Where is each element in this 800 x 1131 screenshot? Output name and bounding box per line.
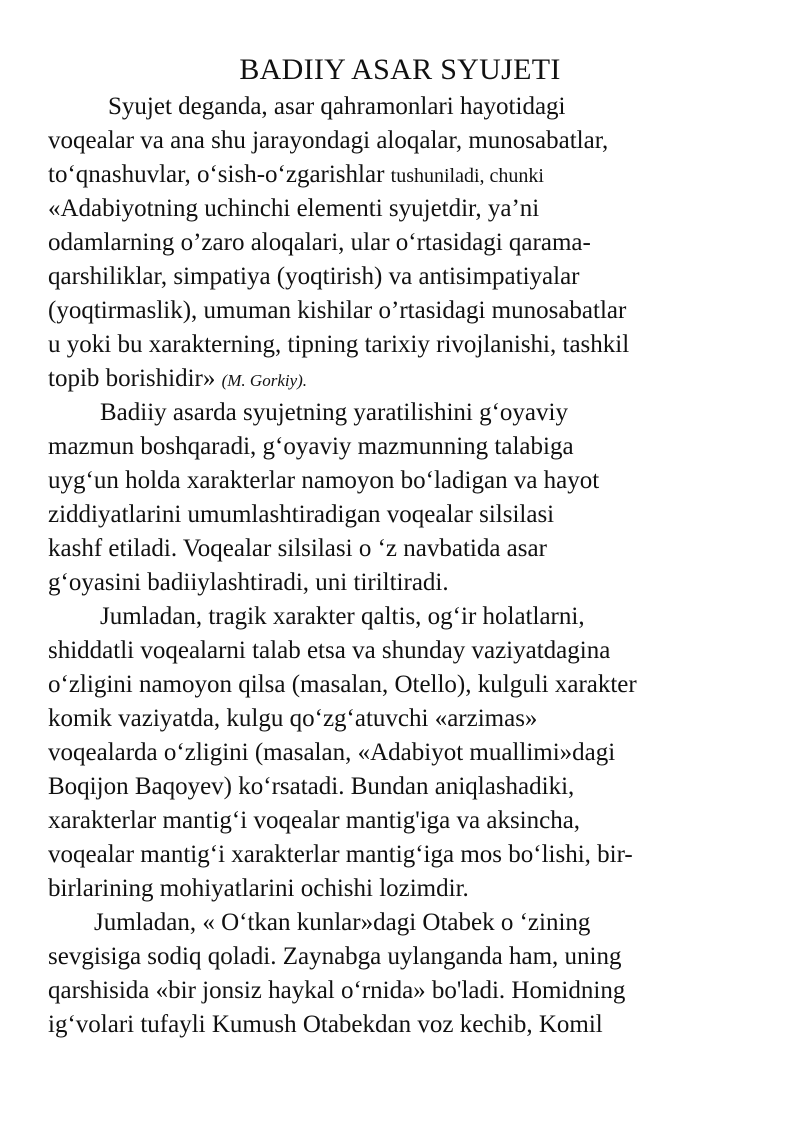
text-line-3-main: to‘qnashuvlar, o‘sish-o‘zgarishlar (48, 161, 385, 188)
text-line-3 (48, 158, 544, 193)
text-line-19: komik vaziyatda, kulgu qo‘zg‘atuvchi «arzimas» (48, 705, 538, 732)
text-line-25: Jumladan, « O‘tkan kunlar»dagi Otabek o ‘zining (94, 909, 591, 936)
text-line-26: sevgisiga sodiq qoladi. Zaynabga uylanganda ham, uning (48, 943, 622, 970)
text-line-17: shiddatli voqealarni talab etsa va shunday vaziyatdagina (48, 637, 611, 664)
text-line-14: kashf etiladi. Voqealar silsilasi o ‘z navbatida asar (48, 535, 547, 562)
text-line-27: qarshisida «bir jonsiz haykal o‘rnida» bo'ladi. Homidning (48, 977, 626, 1004)
text-line-12: uyg‘un holda xarakterlar namoyon bo‘ladigan va hayot (48, 467, 600, 494)
text-line-13: ziddiyatlarini umumlashtiradigan voqealar silsilasi (48, 501, 555, 528)
text-line-11: mazmun boshqaradi, g‘oyaviy mazmunning talabiga (48, 433, 574, 460)
text-line-5: odamlarning o’zaro aloqalari, ular o‘rtasidagi qarama- (48, 229, 591, 256)
text-line-1: Syujet deganda, asar qahramonlari hayotidagi (108, 93, 566, 120)
text-line-18: o‘zligini namoyon qilsa (masalan, Otello), kulguli xarakter (48, 671, 637, 698)
text-line-16: Jumladan, tragik xarakter qaltis, og‘ir holatlarni, (100, 603, 585, 630)
text-line-8: u yoki bu xarakterning, tipning tarixiy rivojlanishi, tashkil (48, 331, 630, 358)
text-line-15: g‘oyasini badiiylashtiradi, uni tiriltiradi. (48, 569, 449, 596)
citation: (M. Gorkiy). (221, 371, 308, 390)
text-line-6: qarshiliklar, simpatiya (yoqtirish) va antisimpatiyalar (48, 263, 580, 290)
text-line-23: voqealar mantig‘i xarakterlar mantig‘iga mos bo‘lishi, bir- (48, 841, 633, 868)
text-line-21: Boqijon Baqoyev) ko‘rsatadi. Bundan aniqlashadiki, (48, 773, 575, 800)
quote-end: topib borishidir» (48, 365, 216, 392)
text-line-7: (yoqtirmaslik), umuman kishilar o’rtasidagi munosabatlar (48, 297, 627, 324)
text-line-22: xarakterlar mantig‘i voqealar mantig'iga va aksincha, (48, 807, 581, 834)
text-line-3-small: tushuniladi, chunki (390, 165, 544, 187)
text-line-2: voqealar va ana shu jarayondagi aloqalar, munosabatlar, (48, 127, 609, 154)
text-line-24: birlarining mohiyatlarini ochishi lozimdir. (48, 875, 469, 902)
text-line-20: voqealarda o‘zligini (masalan, «Adabiyot muallimi»dagi (48, 739, 616, 766)
text-line-9 (48, 362, 307, 398)
text-line-4: «Adabiyotning uchinchi elementi syujetdir, ya’ni (48, 195, 540, 222)
text-line-10: Badiiy asarda syujetning yaratilishini g‘oyaviy (100, 399, 568, 426)
page-title: BADIIY ASAR SYUJETI (239, 53, 561, 86)
text-line-28: ig‘volari tufayli Kumush Otabekdan voz kechib, Komil (48, 1011, 603, 1038)
